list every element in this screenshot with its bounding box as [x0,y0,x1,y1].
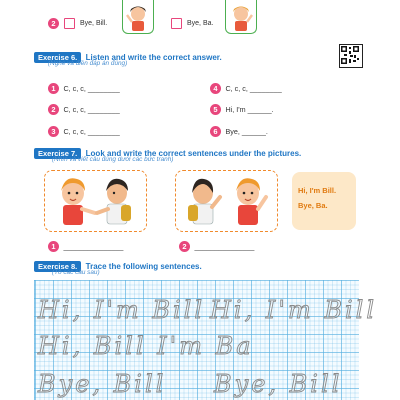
picture-frame-a [122,0,154,34]
trace-sentence: Bye, Bill [38,370,167,398]
sentence-box [292,172,356,230]
answer-line[interactable]: Hi, I'm ______. [225,105,274,114]
option-b-label: Bye, Ba. [187,20,214,27]
exercise-8-badge: Exercise 8. [34,261,81,272]
item-number: 2 [48,104,59,115]
answer-item [48,121,120,139]
qr-code-icon [339,44,363,68]
boys-goodbye-illustration [176,171,276,229]
answer-item [48,78,120,96]
answer-item [48,99,120,117]
checkbox-a[interactable] [64,18,75,29]
answer-item [48,236,123,254]
exercise-6-badge: Exercise 6. [34,52,81,63]
answer-line[interactable]: _______________ [63,242,124,251]
item-number: 3 [48,126,59,137]
picture-frame-1 [44,170,147,232]
item-number: 1 [48,241,59,252]
trace-sentence: Hi, Bill I'm Ba [38,332,254,360]
answer-line[interactable]: C, c, c, ________ [63,105,120,114]
exercise-8-subtitle: (Tô các câu sau) [52,269,100,276]
trace-sentence: Hi, I'm Bill [38,296,205,324]
answer-line[interactable]: Bye, ______. [225,127,268,136]
answer-item [210,99,274,117]
exercise-6-title: Listen and write the correct answer. [85,53,222,62]
item-number: 2 [179,241,190,252]
answer-line[interactable]: C, c, c, ________ [63,84,120,93]
trace-sentence: Hi, I'm Bill [210,296,377,324]
picture-frame-2 [175,170,278,232]
answer-line[interactable]: _______________ [194,242,255,251]
answer-item [179,236,254,254]
item-number: 2 [48,18,59,29]
boy-waving-icon [123,0,153,32]
boy-waving-icon [226,0,256,32]
answer-item [210,78,282,96]
exercise-7-title: Look and write the correct sentences under the pictures. [85,149,302,158]
exercise-6-subtitle: (Nghe và điền đáp án đúng) [48,60,128,67]
trace-sentence: Bye, Bill [214,370,343,398]
checkbox-b[interactable] [171,18,182,29]
item-number: 4 [210,83,221,94]
item-number: 1 [48,83,59,94]
exercise-7-badge: Exercise 7. [34,148,81,159]
sentence-option-1: Hi, I'm Bill. [298,186,337,195]
item-number: 6 [210,126,221,137]
answer-item [210,121,268,139]
top-row [0,0,400,36]
item-number: 5 [210,104,221,115]
boys-greeting-illustration [45,171,145,229]
picture-frame-b [225,0,257,34]
option-a-label: Bye, Bill. [80,20,108,27]
sentence-option-2: Bye, Ba. [298,201,328,210]
exercise-8-title: Trace the following sentences. [85,262,202,271]
answer-line[interactable]: C, c, c, ________ [63,127,120,136]
exercise-7-subtitle: (Nhìn và viết câu đúng dưới các bức tranh) [52,156,174,163]
answer-line[interactable]: C, c, c, ________ [225,84,282,93]
